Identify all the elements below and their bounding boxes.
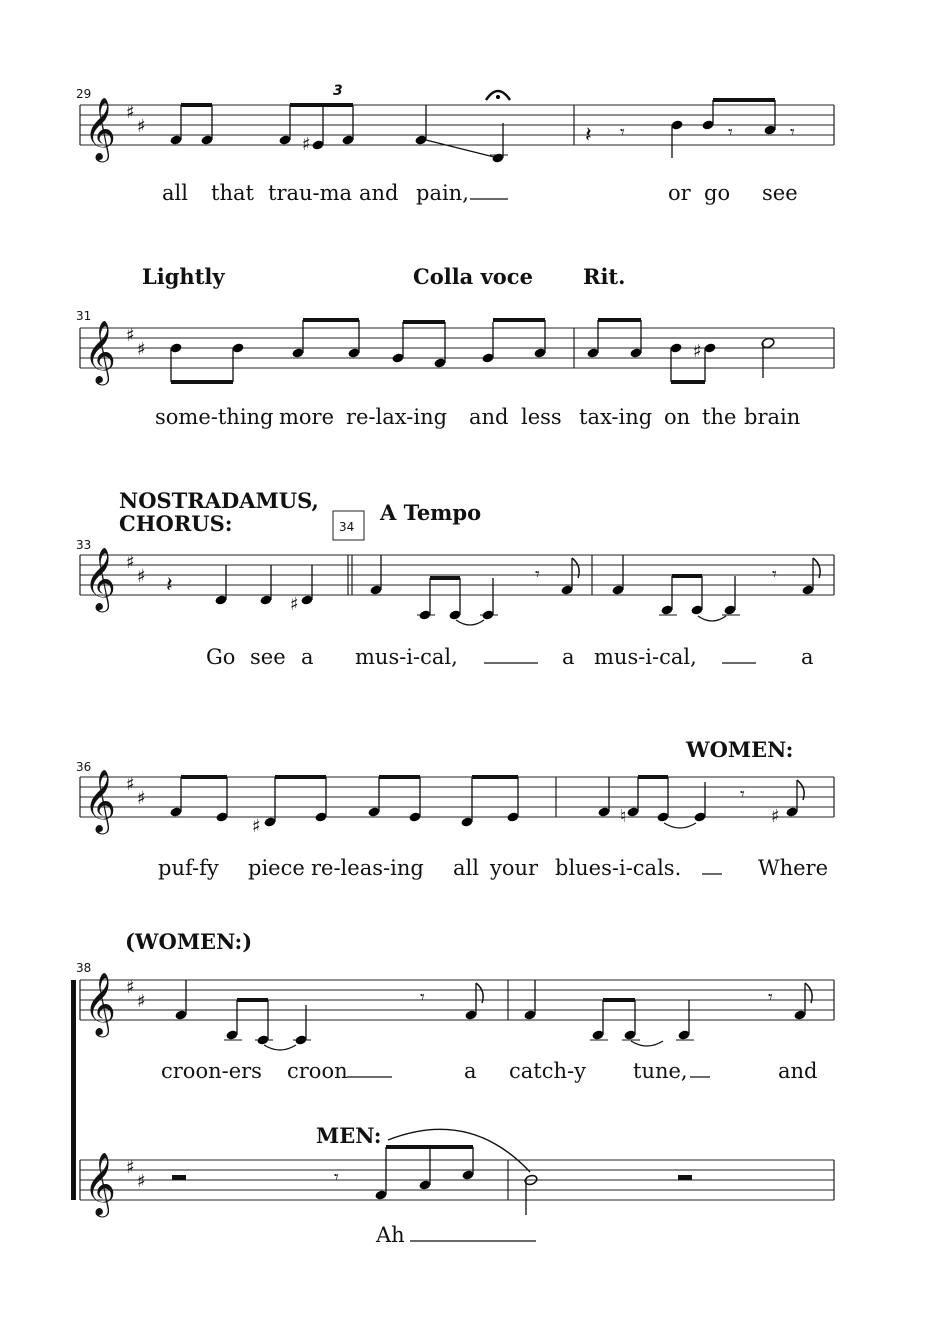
lyric-syllable: that: [211, 181, 254, 205]
key-signature-sharp-icon: ♯: [126, 774, 135, 795]
svg-text:♯: ♯: [252, 816, 261, 837]
lyric-syllable: Ah: [376, 1223, 405, 1247]
svg-text:♯: ♯: [302, 134, 311, 155]
lyrics-line: [375, 1223, 536, 1247]
tuplet-label: 3: [333, 83, 343, 99]
svg-text:𝄾: 𝄾: [740, 784, 745, 805]
notes: [169, 775, 804, 837]
lyric-syllable: see: [762, 181, 798, 205]
treble-clef-icon: 𝄞: [84, 320, 116, 383]
lyrics-line: [162, 181, 798, 205]
measure-number: 33: [76, 538, 92, 552]
lyric-syllable: croon-ers: [161, 1059, 262, 1083]
notes: [169, 91, 510, 164]
lyric-syllable: your: [490, 856, 539, 880]
staff: [80, 777, 834, 817]
key-signature-sharp-icon: ♯: [126, 102, 135, 123]
lyric-syllable: a: [562, 645, 575, 669]
svg-text:𝄾: 𝄾: [768, 987, 773, 1008]
treble-clef-icon: 𝄞: [84, 972, 116, 1035]
key-signature-sharp-icon: ♯: [137, 991, 146, 1012]
lyric-syllable: croon: [287, 1059, 348, 1083]
key-signature-sharp-icon: ♯: [126, 977, 135, 998]
direction-text: Lightly: [142, 264, 225, 289]
rehearsal-mark: 34: [339, 520, 355, 534]
half-rest-icon: [172, 1175, 186, 1180]
svg-text:𝄽: 𝄽: [585, 123, 592, 148]
lyric-syllable: and: [778, 1059, 818, 1083]
half-rest-icon: [678, 1175, 692, 1180]
lyric-syllable: on: [664, 405, 691, 429]
staff: [80, 1160, 834, 1200]
lyric-syllable: catch-y: [509, 1059, 586, 1083]
system-5: [71, 929, 834, 1247]
staff: [80, 105, 834, 145]
direction-text: MEN:: [316, 1123, 382, 1148]
system-1: [76, 83, 834, 205]
lyric-syllable: all: [162, 181, 188, 205]
svg-text:𝄾: 𝄾: [620, 122, 625, 143]
lyric-syllable: puf-fy: [158, 856, 219, 880]
treble-clef-icon: 𝄞: [84, 547, 116, 610]
lyrics-line: [155, 405, 800, 429]
system-3: [76, 488, 834, 669]
direction-text: (WOMEN:): [125, 929, 253, 954]
lyric-syllable: blues-i-cals.: [555, 856, 682, 880]
staff: [80, 328, 834, 368]
notes: [172, 1129, 692, 1215]
lyric-syllable: Go: [206, 645, 236, 669]
lyrics-line: [158, 856, 828, 880]
lyric-syllable: Where: [758, 856, 829, 880]
key-signature-sharp-icon: ♯: [137, 339, 146, 360]
direction-text: CHORUS:: [119, 511, 233, 536]
lyric-syllable: the: [702, 405, 737, 429]
lyric-syllable: mus-i-cal,: [594, 645, 697, 669]
lyric-syllable: tune,: [633, 1059, 688, 1083]
treble-clef-icon: 𝄞: [84, 1152, 116, 1215]
svg-text:𝄾: 𝄾: [790, 122, 795, 143]
lyrics-line: [161, 1059, 818, 1083]
lyric-syllable: see: [250, 645, 286, 669]
lyric-syllable: pain,: [416, 181, 469, 205]
lyric-syllable: a: [301, 645, 314, 669]
system-4: [76, 737, 834, 880]
treble-clef-icon: 𝄞: [84, 769, 116, 832]
measure-number: 36: [76, 760, 92, 774]
svg-text:♯: ♯: [771, 806, 780, 827]
measure-number: 29: [76, 87, 92, 101]
key-signature-sharp-icon: ♯: [126, 552, 135, 573]
svg-text:𝄾: 𝄾: [535, 564, 540, 585]
lyric-syllable: re-leas-ing: [311, 856, 424, 880]
lyric-syllable: mus-i-cal,: [355, 645, 458, 669]
lyric-syllable: less: [521, 405, 562, 429]
measure-number: 38: [76, 961, 92, 975]
lyric-syllable: re-lax-ing: [346, 405, 448, 429]
notes: [585, 98, 795, 158]
direction-text: NOSTRADAMUS,: [119, 488, 319, 513]
lyric-syllable: or: [668, 181, 691, 205]
lyric-syllable: piece: [248, 856, 305, 880]
direction-text: Colla voce: [413, 264, 533, 289]
direction-text: A Tempo: [380, 500, 482, 525]
key-signature-sharp-icon: ♯: [137, 566, 146, 587]
svg-text:𝄾: 𝄾: [728, 122, 733, 143]
system-bracket: [71, 980, 76, 1200]
svg-text:𝄽: 𝄽: [166, 573, 173, 598]
lyric-syllable: and: [359, 181, 399, 205]
staff: [80, 980, 834, 1020]
lyric-syllable: go: [704, 181, 731, 205]
svg-text:𝄾: 𝄾: [772, 564, 777, 585]
lyric-syllable: a: [801, 645, 814, 669]
svg-text:𝄾: 𝄾: [420, 987, 425, 1008]
svg-text:♯: ♯: [693, 341, 702, 362]
key-signature-sharp-icon: ♯: [126, 325, 135, 346]
lyrics-line: [206, 645, 814, 669]
measure-number: 31: [76, 309, 92, 323]
lyric-syllable: trau-ma: [268, 181, 353, 205]
key-signature-sharp-icon: ♯: [137, 1171, 146, 1192]
lyric-syllable: more: [279, 405, 335, 429]
direction-text: WOMEN:: [686, 737, 794, 762]
svg-text:𝄾: 𝄾: [334, 1167, 339, 1188]
system-2: [76, 264, 834, 429]
lyric-syllable: brain: [744, 405, 801, 429]
key-signature-sharp-icon: ♯: [137, 116, 146, 137]
treble-clef-icon: 𝄞: [84, 97, 116, 160]
svg-text:♯: ♯: [290, 594, 299, 615]
lyric-syllable: and: [469, 405, 509, 429]
lyric-syllable: tax-ing: [579, 405, 653, 429]
lyric-syllable: a: [464, 1059, 477, 1083]
svg-text:♮: ♮: [620, 806, 627, 827]
key-signature-sharp-icon: ♯: [137, 788, 146, 809]
key-signature-sharp-icon: ♯: [126, 1157, 135, 1178]
lyric-syllable: some-thing: [155, 405, 274, 429]
staff: [80, 555, 834, 595]
direction-text: Rit.: [583, 264, 626, 289]
lyric-syllable: all: [453, 856, 479, 880]
